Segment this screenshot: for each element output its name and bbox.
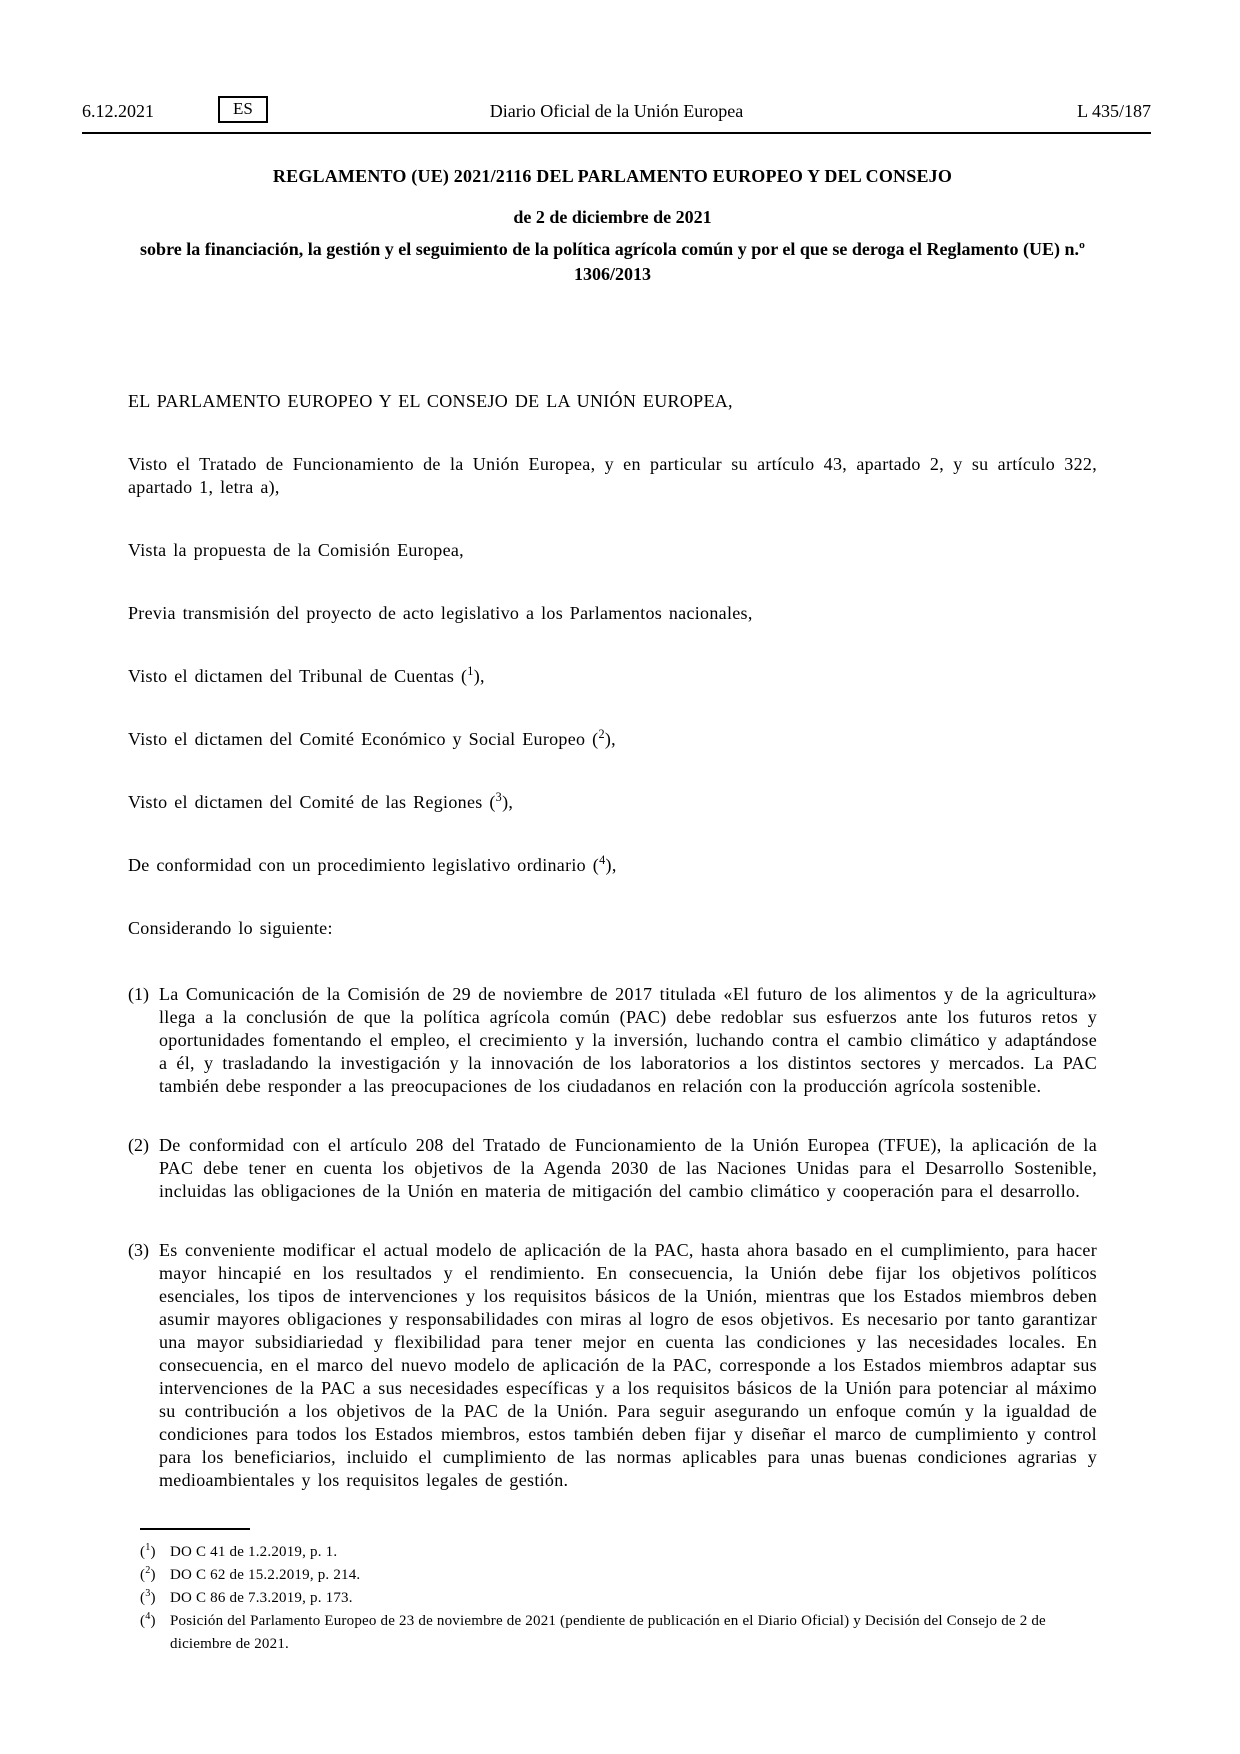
- preamble-suffix: ,: [611, 855, 617, 875]
- preamble-suffix: ,: [480, 666, 485, 686]
- footnote-number: ($^4$): [140, 1611, 156, 1629]
- document-body: [128, 165, 1097, 1656]
- preamble-paragraph: [128, 665, 1097, 688]
- footnote-reference: ($^3$): [482, 790, 509, 812]
- preamble-paragraph: [128, 602, 1097, 625]
- preamble-text: Visto el dictamen del Tribunal de Cuentas: [128, 666, 455, 686]
- preamble-text: De conformidad con un procedimiento legislativo ordinario: [128, 855, 586, 875]
- footnote-number: ($^1$): [140, 1542, 156, 1560]
- preamble-paragraph: [128, 917, 1097, 940]
- regulation-subject: sobre la financiación, la gestión y el seguimiento de la política agrícola común y por el que se deroga el Reglamento (UE) n.º 1306/2013: [140, 239, 1085, 284]
- footnote: [140, 1564, 1097, 1587]
- recitals: [128, 983, 1097, 1492]
- preamble-text: EL PARLAMENTO EUROPEO Y EL CONSEJO DE LA UNIÓN EUROPEA,: [128, 391, 733, 411]
- footnote: [140, 1587, 1097, 1610]
- page-reference: L 435/187: [1077, 101, 1151, 121]
- preamble-suffix: ,: [508, 792, 514, 812]
- footnote: [140, 1610, 1097, 1656]
- preamble-text: Considerando lo siguiente:: [128, 918, 333, 938]
- publication-date: 6.12.2021: [82, 101, 154, 121]
- preamble-paragraph: [128, 539, 1097, 562]
- footnote-number: ($^3$): [140, 1588, 156, 1606]
- footnote-reference: ($^2$): [585, 727, 612, 749]
- preamble-text: Vista la propuesta de la Comisión Europea,: [128, 540, 464, 560]
- regulation-title-block: [128, 165, 1097, 287]
- preamble-paragraph: [128, 854, 1097, 877]
- journal-header: [82, 0, 1151, 134]
- recital-text: La Comunicación de la Comisión de 29 de noviembre de 2017 titulada «El futuro de los alimentos y de la agricultura» llega a la conclusión de que la política agrícola común (PAC) debe redoblar sus esfuerzos ante los futuros retos y oportunidades fomentando el empleo, el crecimiento y la inversión, luchando contra el cambio climático y adaptándose a él, y trasladando la investigación y la innovación de los laboratorios a los distintos sectores y mercados. La PAC también debe responder a las preocupaciones de los ciudadanos en relación con la producción agrícola sostenible.: [159, 984, 1097, 1096]
- footnote-text: DO C 62 de 15.2.2019, p. 214.: [170, 1567, 361, 1583]
- preamble-paragraph: [128, 791, 1097, 814]
- recital: [128, 1239, 1097, 1492]
- recital-number: (3): [128, 1240, 149, 1260]
- preamble: [128, 390, 1097, 940]
- preamble-text: Visto el Tratado de Funcionamiento de la Unión Europea, y en particular su artículo 43, apartado 2, y su artículo 322, apartado 1, letra a),: [128, 454, 1097, 497]
- preamble-suffix: ,: [611, 729, 616, 749]
- footnote-text: DO C 86 de 7.3.2019, p. 173.: [170, 1590, 353, 1606]
- footnote: [140, 1541, 1097, 1564]
- footnote-text: Posición del Parlamento Europeo de 23 de noviembre de 2021 (pendiente de publicación en el Diario Oficial) y Decisión del Consejo de 2 de diciembre de 2021.: [170, 1613, 1046, 1652]
- recital-number: (2): [128, 1135, 149, 1155]
- recital-number: (1): [128, 984, 149, 1004]
- recital: [128, 983, 1097, 1098]
- footnotes: [140, 1541, 1097, 1656]
- preamble-paragraph: [128, 390, 1097, 413]
- footnote-number: ($^2$): [140, 1565, 156, 1583]
- recital-text: De conformidad con el artículo 208 del Tratado de Funcionamiento de la Unión Europea (TFUE), la aplicación de la PAC debe tener en cuenta los objetivos de la Agenda 2030 de las Naciones Unidas para el Desarrollo Sostenible, incluidas las obligaciones de la Unión en materia de mitigación del cambio climático y cooperación para el desarrollo.: [159, 1135, 1097, 1201]
- regulation-title: REGLAMENTO (UE) 2021/2116 DEL PARLAMENTO EUROPEO Y DEL CONSEJO: [272, 166, 953, 186]
- language-code-box: ES: [218, 96, 268, 123]
- preamble-paragraph: [128, 728, 1097, 751]
- footnote-separator: [140, 1528, 250, 1530]
- footnote-reference: ($^4$): [585, 853, 612, 875]
- footnote-reference: ($^1$): [454, 664, 481, 686]
- recital: [128, 1134, 1097, 1203]
- footnote-text: DO C 41 de 1.2.2019, p. 1.: [170, 1544, 338, 1560]
- header-left: [82, 96, 268, 123]
- journal-title: Diario Oficial de la Unión Europea: [489, 101, 744, 121]
- regulation-date: de 2 de diciembre de 2021: [513, 207, 712, 227]
- preamble-text: Visto el dictamen del Comité Económico y Social Europeo: [128, 729, 586, 749]
- preamble-paragraph: [128, 453, 1097, 499]
- preamble-text: Previa transmisión del proyecto de acto legislativo a los Parlamentos nacionales,: [128, 603, 753, 623]
- preamble-text: Visto el dictamen del Comité de las Regiones: [128, 792, 483, 812]
- recital-text: Es conveniente modificar el actual modelo de aplicación de la PAC, hasta ahora basado en el cumplimiento, para hacer mayor hincapié en los resultados y el rendimiento. En consecuencia, la Unión debe fijar los objetivos políticos esenciales, los tipos de intervenciones y los requisitos básicos de la Unión, mientras que los Estados miembros deben asumir mayores obligaciones y responsabilidades con miras al logro de esos objetivos. Es necesario por tanto garantizar una mayor subsidiariedad y flexibilidad para tener mejor en cuenta las condiciones y las necesidades locales. En consecuencia, en el marco del nuevo modelo de aplicación de la PAC, corresponde a los Estados miembros adaptar sus intervenciones de la PAC a sus necesidades específicas y a los requisitos básicos de la Unión para potenciar al máximo su contribución a los objetivos de la PAC de la Unión. Para seguir asegurando un enfoque común y la igualdad de condiciones para todos los Estados miembros, estos también deben fijar y diseñar el marco de cumplimiento y control para los beneficiarios, incluido el cumplimiento de las normas aplicables para unas buenas condiciones agrarias y medioambientales y los requisitos legales de gestión.: [159, 1240, 1097, 1490]
